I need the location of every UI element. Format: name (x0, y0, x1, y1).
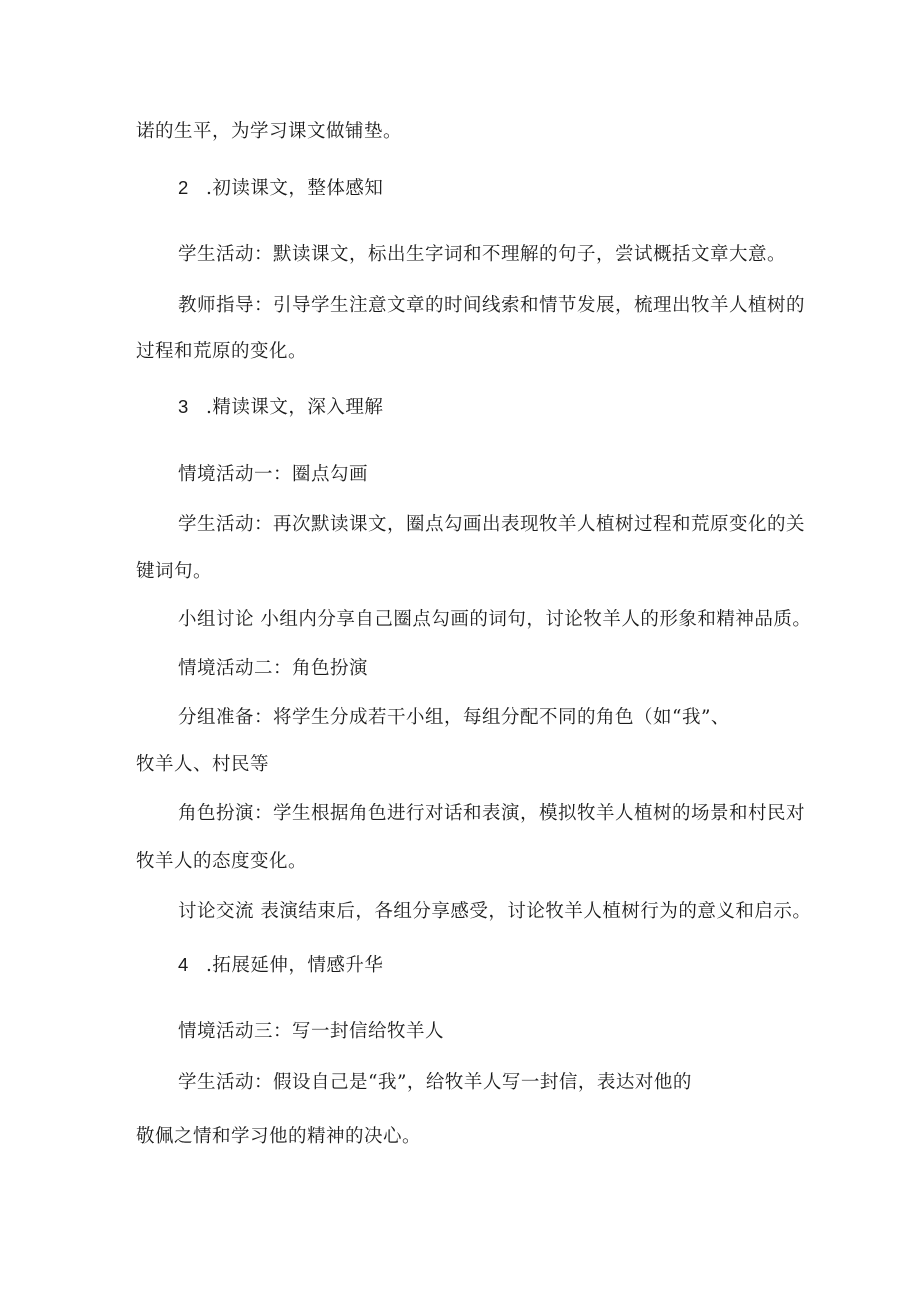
section-heading-3 (178, 395, 383, 420)
paragraph-line: 分组准备：将学生分成若干小组，每组分配不同的角色（如“我”、 (178, 707, 730, 728)
paragraph-line: 情境活动一：圈点勾画 (178, 464, 369, 485)
section-title: .精读课文，深入理解 (206, 397, 384, 418)
paragraph-line: 学生活动：假设自己是“我”，给牧羊人写一封信，表达对他的 (178, 1072, 692, 1093)
section-number: 3 (178, 396, 189, 417)
paragraph-line: 情境活动二：角色扮演 (178, 658, 369, 679)
paragraph-line: 牧羊人的态度变化。 (136, 851, 308, 872)
section-heading-2 (178, 176, 383, 201)
paragraph-line: 情境活动三：写一封信给牧羊人 (178, 1021, 445, 1042)
paragraph-line: 小组讨论 小组内分享自己圈点勾画的词句，讨论牧羊人的形象和精神品质。 (178, 609, 812, 630)
paragraph-line: 学生活动：再次默读课文，圈点勾画出表现牧羊人植树过程和荒原变化的关 (178, 514, 806, 535)
paragraph-line: 诺的生平，为学习课文做铺垫。 (136, 121, 403, 142)
paragraph-line: 牧羊人、村民等 (136, 754, 270, 775)
section-number: 2 (178, 177, 189, 198)
paragraph-line: 学生活动：默读课文，标出生字词和不理解的句子，尝试概括文章大意。 (178, 244, 787, 265)
paragraph-line: 敬佩之情和学习他的精神的决心。 (136, 1126, 422, 1147)
paragraph-line: 教师指导：引导学生注意文章的时间线索和情节发展，梳理出牧羊人植树的 (178, 295, 806, 316)
paragraph-line: 键词句。 (136, 561, 213, 582)
section-number: 4 (178, 954, 189, 975)
paragraph-line: 讨论交流 表演结束后，各组分享感受，讨论牧羊人植树行为的意义和启示。 (178, 901, 812, 922)
section-title: .初读课文，整体感知 (206, 178, 384, 199)
section-heading-4 (178, 953, 383, 978)
paragraph-line: 过程和荒原的变化。 (136, 341, 308, 362)
section-title: .拓展延伸，情感升华 (206, 955, 384, 976)
paragraph-line: 角色扮演：学生根据角色进行对话和表演，模拟牧羊人植树的场景和村民对 (178, 803, 806, 824)
